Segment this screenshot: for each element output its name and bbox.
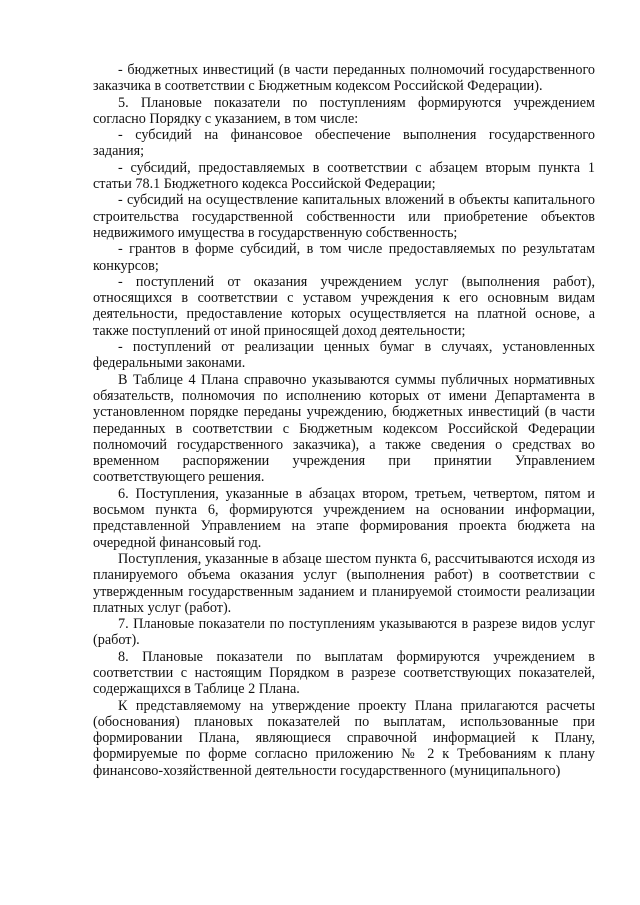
paragraph-item-6-calculation: Поступления, указанные в абзаце шестом пункта 6, рассчитываются исходя из планируемого объема оказания услуг (выполнения работ) в соответствии с утвержденным государственным заданием и планируемой стоимости реализации платных услуг (работ). xyxy=(93,550,595,616)
document-page xyxy=(93,62,595,779)
paragraph-subsidies-article-78-1: - субсидий, предоставляемых в соответствии с абзацем вторым пункта 1 статьи 78.1 Бюджетного кодекса Российской Федерации; xyxy=(93,159,595,193)
paragraph-item-7: 7. Плановые показатели по поступлениям указываются в разрезе видов услуг (работ). xyxy=(93,616,595,649)
paragraph-item-6: 6. Поступления, указанные в абзацах втором, третьем, четвертом, пятом и восьмом пункта 6, формируются учреждением на основании информации, представленной Управлением на этапе формирования проекта бюджета на очередной финансовый год. xyxy=(93,485,595,551)
paragraph-plan-attachments: К представляемому на утверждение проекту Плана прилагаются расчеты (обоснования) плановых показателей по выплатам, использованные при формировании Плана, являющиеся справочной информацией к Плану, формируемые по форме согласно приложению № 2 к Требованиям к плану финансово-хозяйственной деятельности государственного (муниципального) xyxy=(93,697,595,779)
paragraph-budget-investments: - бюджетных инвестиций (в части переданных полномочий государственного заказчика в соответствии с Бюджетным кодексом Российской Федерации). xyxy=(93,62,595,95)
paragraph-subsidies-capital-investments: - субсидий на осуществление капитальных вложений в объекты капитального строительства государственной собственности или приобретение объектов недвижимого имущества в государственную собственность; xyxy=(93,192,595,241)
paragraph-securities-income: - поступлений от реализации ценных бумаг в случаях, установленных федеральными законами. xyxy=(93,339,595,372)
paragraph-item-8: 8. Плановые показатели по выплатам формируются учреждением в соответствии с настоящим Порядком в разрезе соответствующих показателей, содержащихся в Таблице 2 Плана. xyxy=(93,648,595,698)
paragraph-service-income: - поступлений от оказания учреждением услуг (выполнения работ), относящихся в соответствии с уставом учреждения к его основным видам деятельности, предоставление которых осуществляется на платной основе, а также поступлений от иной приносящей доход деятельности; xyxy=(93,273,595,339)
paragraph-item-5: 5. Плановые показатели по поступлениям формируются учреждением согласно Порядку с указанием, в том числе: xyxy=(93,94,595,127)
paragraph-grants: - грантов в форме субсидий, в том числе предоставляемых по результатам конкурсов; xyxy=(93,241,595,274)
paragraph-subsidies-state-task: - субсидий на финансовое обеспечение выполнения государственного задания; xyxy=(93,127,595,160)
paragraph-table-4: В Таблице 4 Плана справочно указываются суммы публичных нормативных обязательств, полномочия по исполнению которых от имени Департамента в установленном порядке переданы учреждению, бюджетных инвестиций (в части переданных в соответствии с Бюджетным кодексом Российской Федерации полномочий государственного заказчика), а также сведения о средствах во временном распоряжении учреждения при принятии Управлением соответствующего решения. xyxy=(93,371,595,486)
